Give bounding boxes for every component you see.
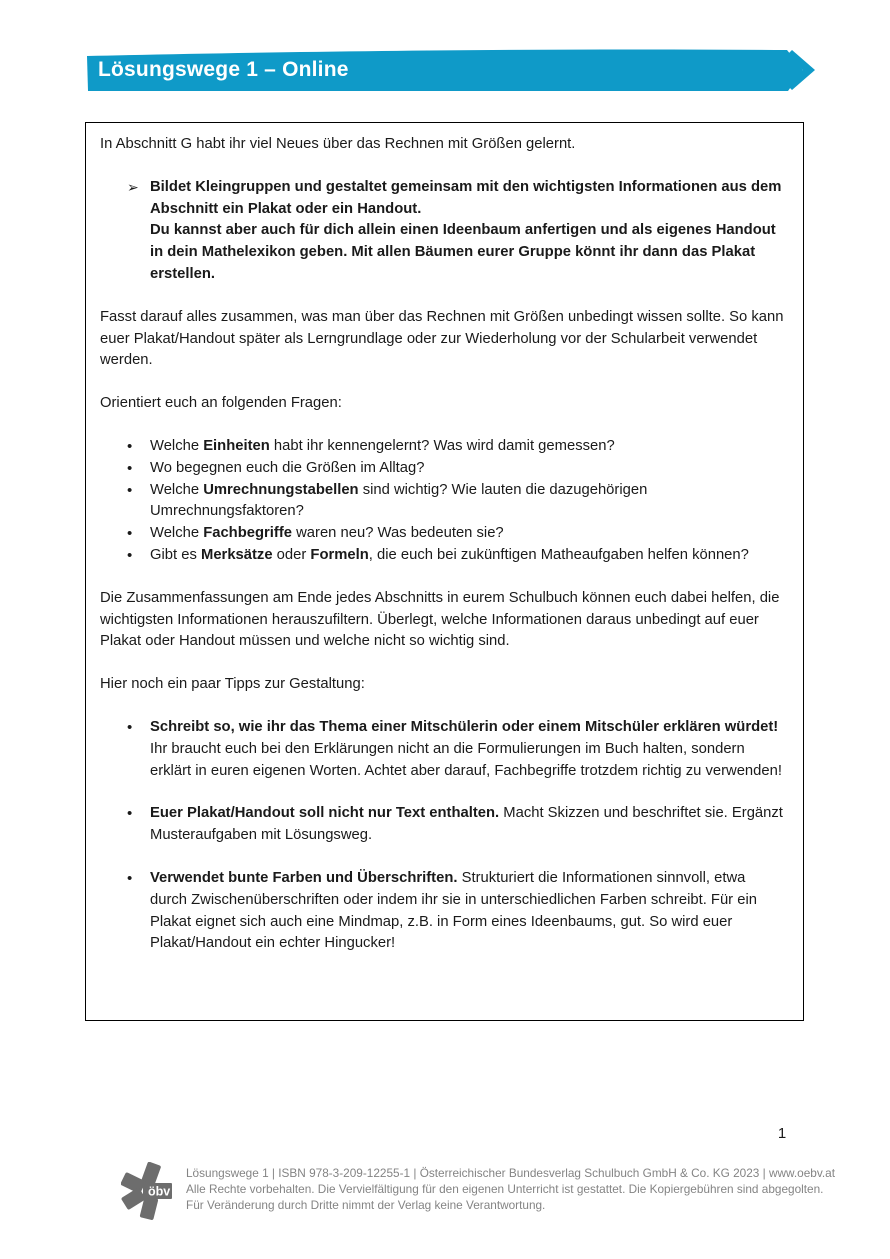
dot-bullet-icon: •: [127, 459, 133, 477]
footer-line-3: Für Veränderung durch Dritte nimmt der Verlag keine Verantwortung.: [186, 1198, 546, 1212]
question-segment: oder: [272, 546, 311, 563]
tip-text: [150, 717, 789, 782]
arrow-bullet-icon: ➢: [127, 178, 139, 195]
question-keyword: Einheiten: [203, 437, 270, 454]
page-number: 1: [777, 1125, 787, 1142]
question-keyword: Umrechnungstabellen: [203, 481, 359, 498]
tip-body: Strukturiert die Informationen sinnvoll, etwa durch Zwischenüberschriften oder indem ihr sie in unterschiedlichen Farben schreibt. Für ein Plakat eignet sich auch eine Mindmap, z.B. in Form eines Ideenbaums, gut. So wird euer Plakat/Handout ein echter Hingucker!: [150, 869, 757, 952]
task-line-1: Bildet Kleingruppen und gestaltet gemeinsam mit den wichtigsten Informationen aus dem Abschnitt ein Plakat oder ein Handout.: [150, 178, 782, 217]
question-segment: Gibt es: [150, 546, 201, 563]
oebv-logo-icon: [121, 1162, 177, 1220]
question-segment: Welche: [150, 437, 204, 454]
intro-paragraph: In Abschnitt G habt ihr viel Neues über das Rechnen mit Größen gelernt.: [100, 136, 576, 152]
tip-body: Ihr braucht euch bei den Erklärungen nicht an die Formulierungen im Buch halten, sondern erklärt in euren eigenen Worten. Achtet aber darauf, Fachbegriffe trotzdem richtig zu verwenden!: [150, 740, 782, 779]
tips-intro: Hier noch ein paar Tipps zur Gestaltung:: [100, 676, 365, 693]
questions-intro: Orientiert euch an folgenden Fragen:: [100, 395, 342, 412]
dot-bullet-icon: •: [127, 481, 133, 499]
tips-list: [100, 717, 789, 955]
tip-text: [150, 803, 789, 847]
summary-paragraph: Fasst darauf alles zusammen, was man über das Rechnen mit Größen unbedingt wissen sollte. So kann euer Plakat/Handout später als Lerngrundlage oder zur Wiederholung vor der Schularbeit verwendet werden.: [100, 308, 784, 369]
list-item: [127, 803, 789, 847]
question-segment: habt ihr kennengelernt? Was wird damit gemessen?: [269, 437, 615, 454]
question-segment: , die euch bei zukünftigen Matheaufgaben helfen können?: [368, 546, 749, 563]
tip-body: Macht Skizzen und beschriftet sie. Ergänzt Musteraufgaben mit Lösungsweg.: [150, 805, 783, 844]
page-title: Lösungswege 1 – Online: [98, 58, 349, 81]
dot-bullet-icon: •: [127, 525, 133, 543]
oebv-logo-text: öbv: [148, 1184, 171, 1199]
question-text: [150, 458, 789, 480]
question-keyword: Formeln: [310, 546, 369, 563]
tip-lead: Schreibt so, wie ihr das Thema einer Mitschülerin oder einem Mitschüler erklären würdet!: [150, 718, 779, 735]
list-item: [127, 480, 789, 524]
list-item: [127, 436, 789, 458]
task-box: [85, 122, 804, 1021]
task-line-2: Du kannst aber auch für dich allein einen Ideenbaum anfertigen und als eigenes Handout in dein Mathelexikon geben. Mit allen Bäumen eurer Gruppe könnt ihr dann das Plakat erstellen.: [150, 222, 776, 282]
tip-lead: Euer Plakat/Handout soll nicht nur Text enthalten.: [150, 805, 500, 822]
footer-imprint: [186, 1160, 835, 1213]
question-text: [150, 523, 789, 545]
dot-bullet-icon: •: [127, 805, 133, 823]
tip-text: [150, 868, 789, 955]
question-segment: sind wichtig? Wie lauten die dazugehörigen Umrechnungsfaktoren?: [150, 481, 648, 520]
list-item: [127, 868, 789, 955]
footer: [121, 1160, 835, 1220]
question-text: [150, 436, 789, 458]
dot-bullet-icon: •: [127, 718, 133, 736]
list-item: [127, 545, 789, 567]
question-segment: Welche: [150, 525, 204, 542]
question-keyword: Merksätze: [201, 546, 273, 563]
question-text: [150, 545, 789, 567]
question-segment: waren neu? Was bedeuten sie?: [291, 525, 504, 542]
footer-line-1: Lösungswege 1 | ISBN 978-3-209-12255-1 | Österreichischer Bundesverlag Schulbuch GmbH & Co. KG 2023 | www.oebv.at: [186, 1166, 835, 1180]
dot-bullet-icon: •: [127, 546, 133, 564]
hint-paragraph: Die Zusammenfassungen am Ende jedes Abschnitts in eurem Schulbuch können euch dabei helfen, die wichtigsten Informationen herauszufiltern. Überlegt, welche Informationen daraus unbedingt auf euer Plakat oder Handout müssen und welche nicht so wichtig sind.: [100, 589, 780, 650]
question-segment: Welche: [150, 481, 204, 498]
task-bullet-text: [150, 177, 789, 286]
question-segment: Wo begegnen euch die Größen im Alltag?: [150, 459, 425, 476]
title-banner: [87, 47, 820, 92]
tip-lead: Verwendet bunte Farben und Überschriften.: [150, 869, 458, 886]
list-item: [127, 458, 789, 480]
question-keyword: Fachbegriffe: [203, 525, 292, 542]
dot-bullet-icon: •: [127, 437, 133, 455]
dot-bullet-icon: •: [127, 869, 133, 887]
questions-list: [100, 436, 789, 567]
question-text: [150, 480, 789, 524]
task-bullet-item: [127, 177, 789, 286]
footer-line-2: Alle Rechte vorbehalten. Die Vervielfältigung für den eigenen Unterricht ist gestattet. Die Kopiergebühren sind abgegolten.: [186, 1182, 824, 1196]
list-item: [127, 717, 789, 782]
list-item: [127, 523, 789, 545]
